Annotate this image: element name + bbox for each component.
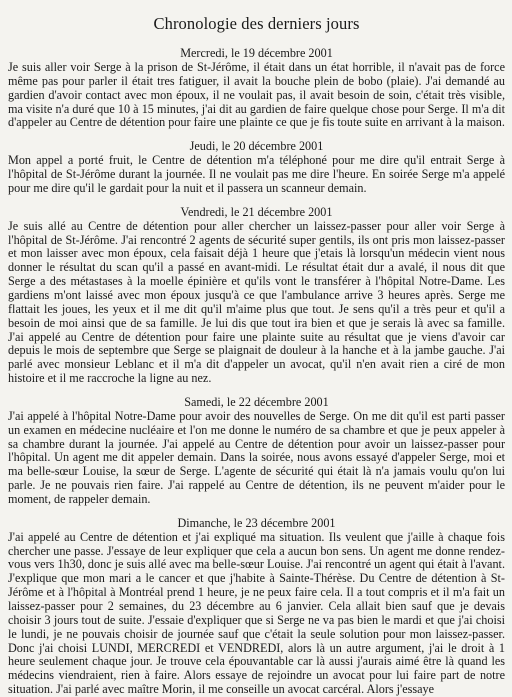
entry-text: Je suis allé au Centre de détention pour aller chercher un laissez-passer pour aller voir Serge à l'hôpital de St-Jérôme. J'ai rencontré 2 agents de sécurité super gentils, ils ont pris mon laissez-passer et mon laisser avec mon époux, cela faisait déjà 1 heure que j'etais là lorsqu'un médecin vient nous donner le résultat du scan qu'il a passé en avant-midi. Le résultat était dur a avalé, il nous dit que Serge a des métastases à la moelle épinière et qu'ils vont le transférer à l'hôpital Notre-Dame. Les gardiens m'ont laissé avec mon époux jusqu'à ce que l'ambulance arrive 3 heures après. Serge me flattait les joues, les yeux et il me dit qu'il m'aime plus que tout. Je sens qu'il a très peur et qu'il a besoin de moi ainsi que de sa famille. Je lui dis que tout ira bien et que je serais là avec sa famille. J'ai appelé au Centre de détention pour faire une plainte suite au résultat que je viens d'avoir car depuis le mois de septembre que Serge se plaignait de douleur à la hanche et à la jambe gauche. J'ai parlé avec monsieur Leblanc et il m'a dit d'appeler un avocat, qu'il n'en avait rien a ciré de mon histoire et il me raccroche la ligne au nez. <box>8 218 505 386</box>
entry-date: Mercredi, le 19 décembre 2001 <box>180 46 333 60</box>
entry-text: J'ai appelé au Centre de détention et j'ai expliqué ma situation. Ils veulent que j'aille à chaque fois chercher une passe. J'essaye de leur expliquer que cela a aucun bon sens. Un agent me donne rendez-vous vers 1h30, donc je suis allé avec ma belle-sœur Louise. J'ai rencontré un agent qui était à l'avant. J'explique que mon mari a le cancer et que j'habite à Sainte-Thérèse. Du Centre de détention à St-Jérôme et à l'hôpital à Montréal prend 1 heure, je ne peux faire cela. Il a tout compris et il m'a fait un laissez-passer pour 2 semaines, du 23 décembre au 6 janvier. Cela allait bien sauf que je devais choisir 3 jours tout de suite. J'essaie d'expliquer que si Serge ne va pas bien le mardi et que j'ai choisi le lundi, je ne pouvais choisir de journée sauf que c'était la seule solution pour mon laissez-passer. Donc j'ai choisi LUNDI, MERCREDI et VENDREDI, alors là un autre argument, j'ai le droit à 1 heure seulement chaque jour. Je trouve cela épouvantable car là aussi j'aurais aimé être là quand les médecins viendraient, rien à faire. Alors essaye de rejoindre un avocat pour lui faire part de notre situation. J'ai parlé avec maître Morin, il me conseille un avocat carcéral. Alors j'essaye <box>8 529 505 697</box>
entry-text: Je suis aller voir Serge à la prison de St-Jérôme, il était dans un état horrible, il n'avait pas de force même pas pour parler il était tres fatiguer, il avait la bouche plein de bobo (plaie). J'ai demandé au gardien d'avoir contact avec mon époux, il ne voulait pas, il avait besoin de soin, c'était très visible, ma visite n'a duré que 10 à 15 minutes, j'ai dit au gardien de faire quelque chose pour Serge. Il m'a dit d'appeler au Centre de détention pour faire une plainte ce que je fis toute suite en arrivant à la maison. <box>8 60 505 130</box>
entry-text: J'ai appelé à l'hôpital Notre-Dame pour avoir des nouvelles de Serge. On me dit qu'il est parti passer un examen en médecine nucléaire et l'on me donne le numéro de sa chambre et que je peux appeler à sa chambre durant la journée. J'ai appelé au Centre de détention pour avoir un laissez-passer pour l'hôpital. Un agent me dit appeler demain. Dans la soirée, nous avons essayé d'appeler Serge, moi et ma belle-sœur Louise, la sœur de Serge. L'agente de sécurité qui était là n'a jamais voulu qu'on lui parle. Je ne pouvais rien faire. J'ai rappelé au Centre de détention, ils ne peuvent m'aider pour le moment, de rappeler demain. <box>8 408 505 506</box>
entry-date: Vendredi, le 21 décembre 2001 <box>180 204 333 219</box>
journal-entry <box>8 205 505 386</box>
entry-text: Mon appel a porté fruit, le Centre de détention m'a téléphoné pour me dire qu'il entrait Serge à l'hôpital de St-Jérôme durant la journée. Il ne voulait pas me dire l'heure. En soirée Serge m'a appelé pour me dire qu'il le gardait pour la nuit et il passera un scanneur demain. <box>8 153 505 195</box>
journal-entry <box>8 139 505 196</box>
entry-date: Dimanche, le 23 décembre 2001 <box>177 515 336 530</box>
entry-date: Samedi, le 22 décembre 2001 <box>184 394 329 409</box>
entry-date: Jeudi, le 20 décembre 2001 <box>189 139 324 154</box>
journal-entry <box>8 516 505 697</box>
journal-entry <box>8 395 505 507</box>
journal-entry <box>8 46 505 130</box>
document-title: Chronologie des derniers jours <box>153 14 360 33</box>
